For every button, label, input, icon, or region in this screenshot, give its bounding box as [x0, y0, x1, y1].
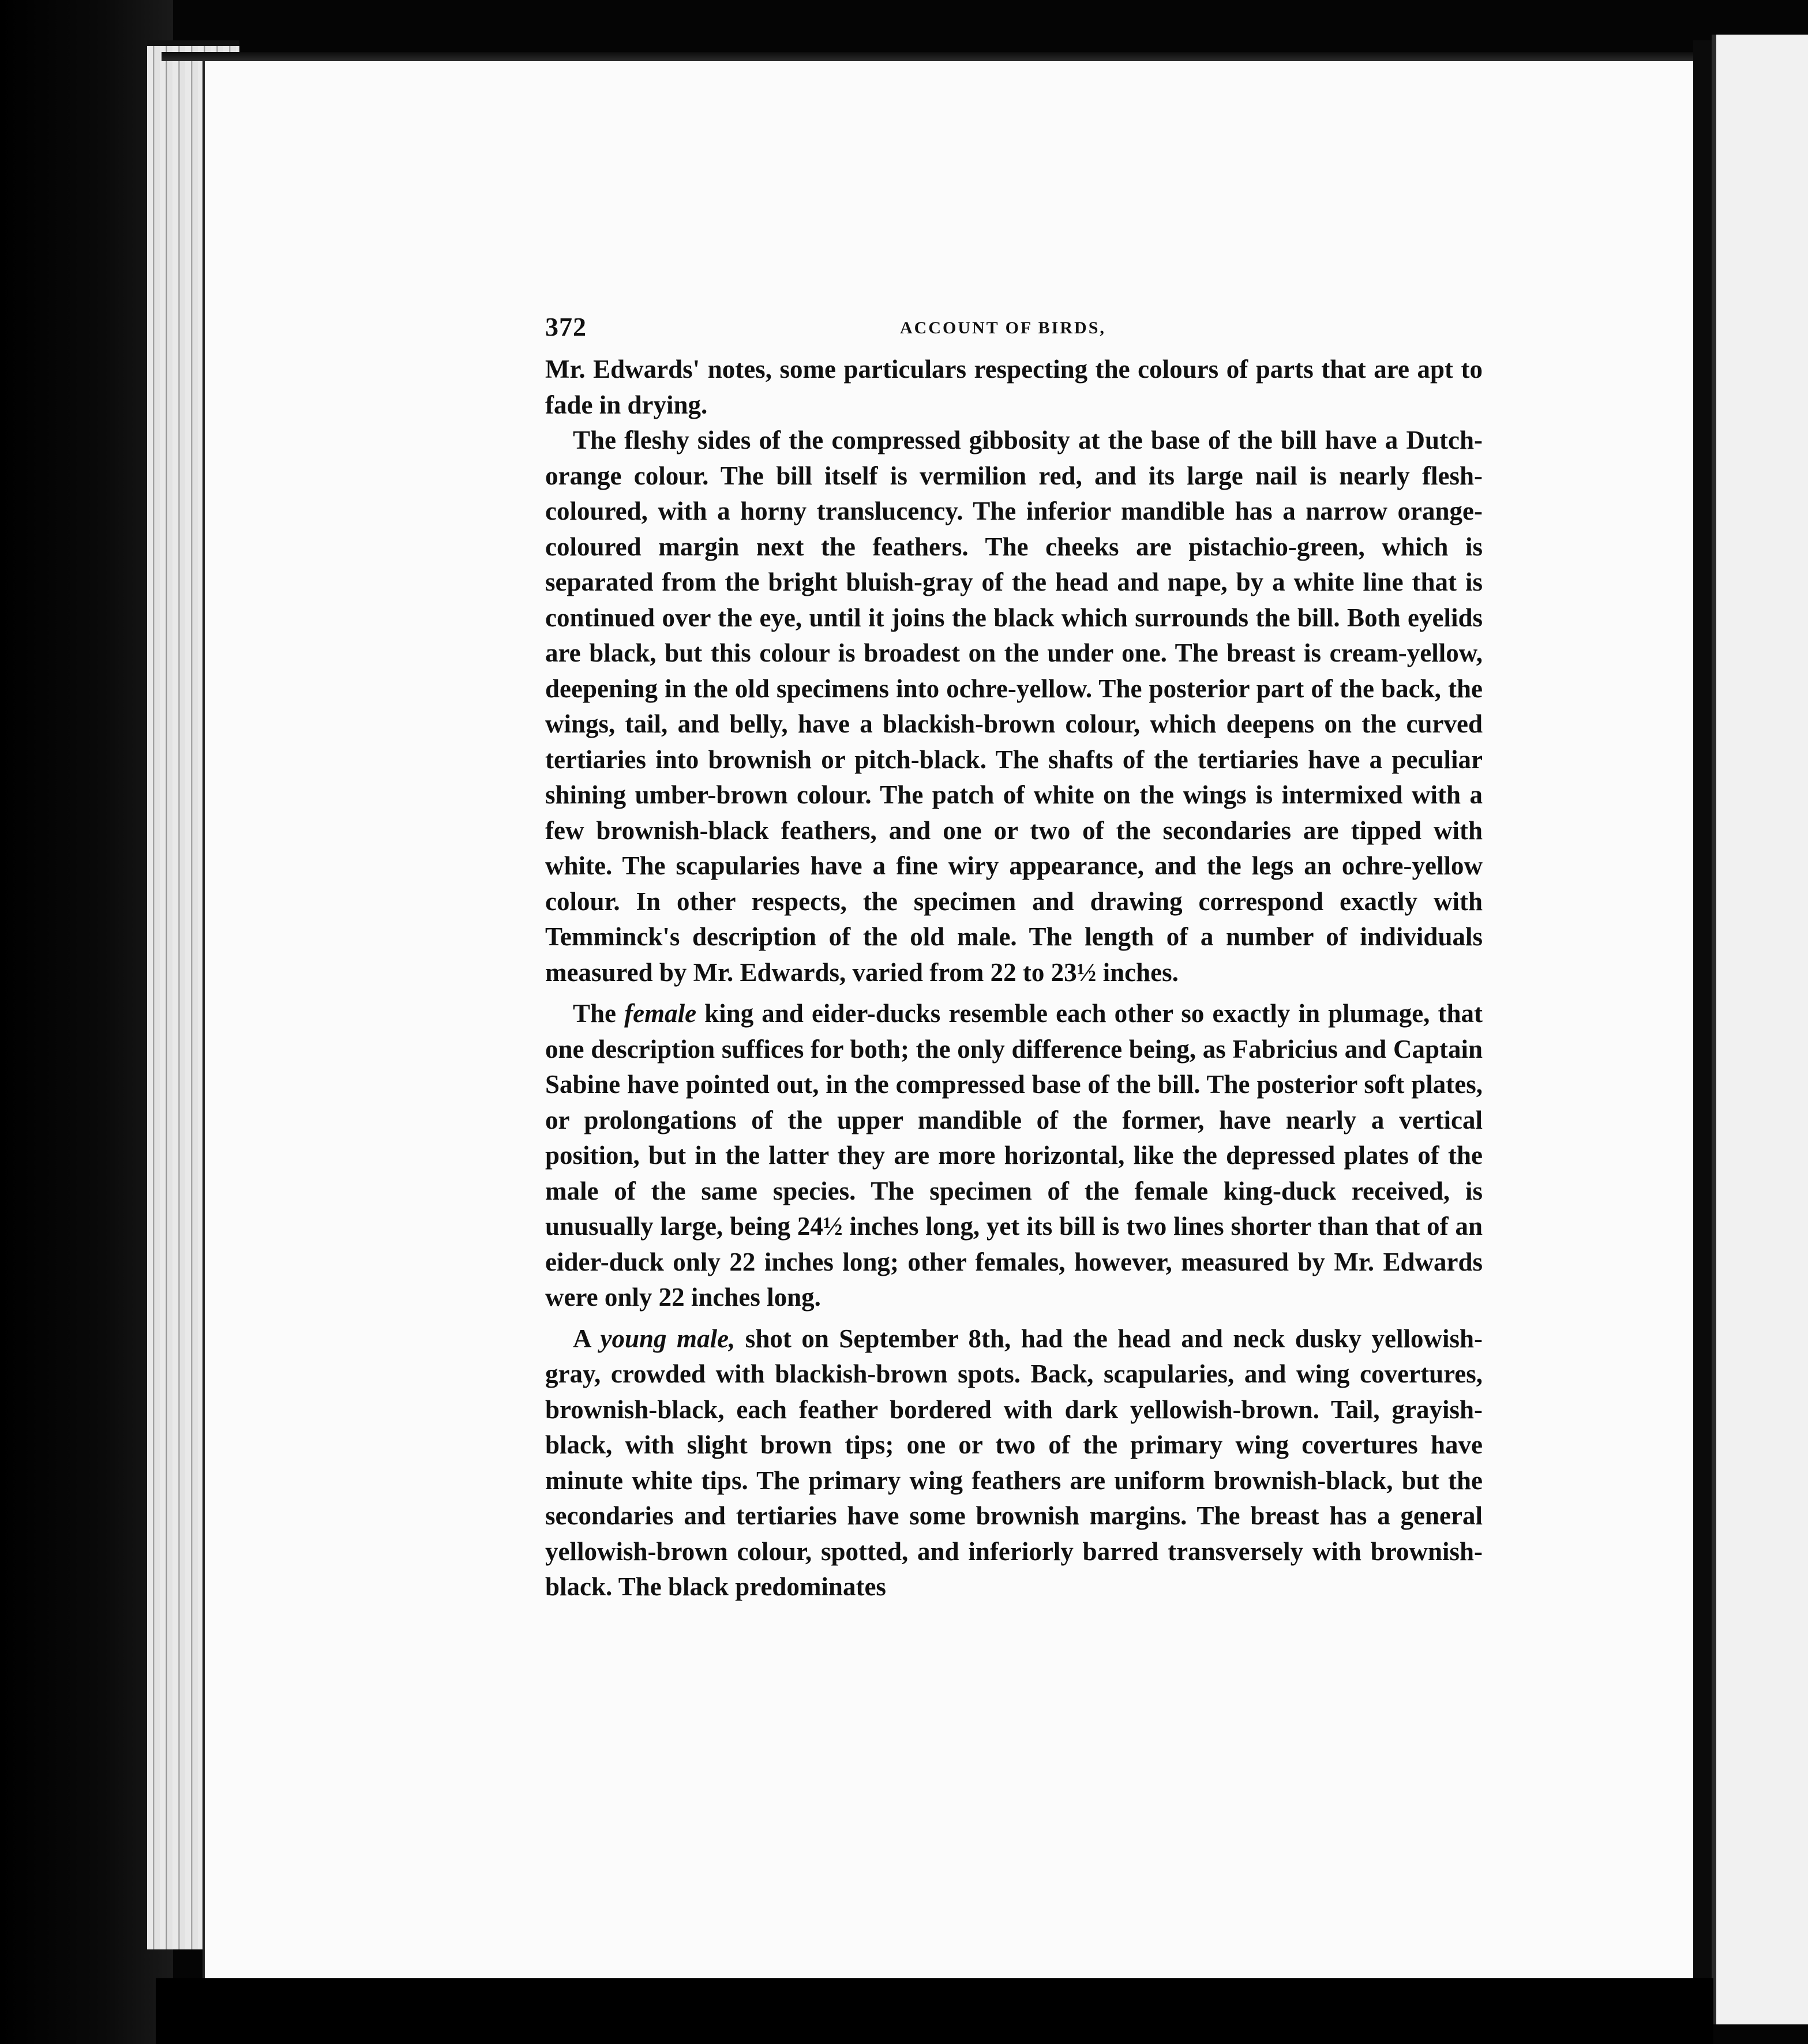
running-title: ACCOUNT OF BIRDS,	[900, 318, 1106, 337]
paragraph-emphasis: young male,	[600, 1324, 736, 1353]
page-top-edge	[162, 52, 1719, 61]
facing-page-sliver	[1712, 35, 1808, 2024]
paragraph-text: king and eider-ducks resemble each other so exactly in plumage, that one description suffices for both; the only difference being, as Fabricius and Captain Sabine have pointed out, in the compressed base of the bill. The posterior soft plates, or prolongations of the upper mandible of the former, have nearly a vertical position, but in the latter they are more horizontal, like the depressed plates of the male of the same species. The specimen of the female king-duck received, is unusually large, being 24½ inches long, yet its bill is two lines shorter than that of an eider-duck only 22 inches long; other females, however, measured by Mr. Edwards were only 22 inches long.	[545, 999, 1483, 1312]
paragraph-young-male	[545, 1321, 1483, 1605]
paragraph-lead: The	[573, 999, 625, 1028]
scan-bottom-margin	[156, 1978, 1713, 2044]
paragraph-text: The fleshy sides of the compressed gibbosity at the base of the bill have a Dutch-orange colour. The bill itself is vermilion red, and its large nail is nearly flesh-coloured, with a horny translucency. The inferior mandible has a narrow orange-coloured margin next the feathers. The cheeks are pistachio-green, which is separated from the bright bluish-gray of the head and nape, by a white line that is continued over the eye, until it joins the black which surrounds the bill. Both eyelids are black, but this colour is broadest on the under one. The breast is cream-yellow, deepening in the old specimens into ochre-yellow. The posterior part of the back, the wings, tail, and belly, have a blackish-brown colour, which deepens on the curved tertiaries into brownish or pitch-black. The shafts of the tertiaries have a peculiar shining umber-brown colour. The patch of white on the wings is intermixed with a few brownish-black feathers, and one or two of the secondaries are tipped with white. The scapularies have a fine wiry appearance, and the legs an ochre-yellow colour. In other respects, the specimen and drawing correspond exactly with Temminck's description of the old male. The length of a number of individuals measured by Mr. Edwards, varied from 22 to 23½ inches.	[545, 426, 1483, 987]
page-text-block	[545, 311, 1483, 1605]
paragraph-continued	[545, 352, 1483, 423]
paragraph-emphasis: female	[624, 999, 697, 1028]
paragraph-text: Mr. Edwards' notes, some particulars respecting the colours of parts that are apt to fade in drying.	[545, 355, 1483, 419]
paragraph-female	[545, 996, 1483, 1316]
running-head	[545, 311, 1483, 352]
paragraph-lead: A	[573, 1324, 601, 1353]
paragraph-text: shot on September 8th, had the head and neck dusky yellowish-gray, crowded with blackish-brown spots. Back, scapularies, and wing covertures, brownish-black, each feather bordered with dark yellowish-brown. Tail, grayish-black, with slight brown tips; one or two of the primary wing covertures have minute white tips. The primary wing feathers are uniform brownish-black, but the secondaries and tertiaries have some brownish margins. The breast has a general yellowish-brown colour, spotted, and inferiorly barred transversely with brownish-black. The black predominates	[545, 1324, 1483, 1601]
page-gutter	[1693, 40, 1712, 2013]
paragraph-old-male-colours	[545, 423, 1483, 990]
page-number: 372	[545, 312, 587, 341]
